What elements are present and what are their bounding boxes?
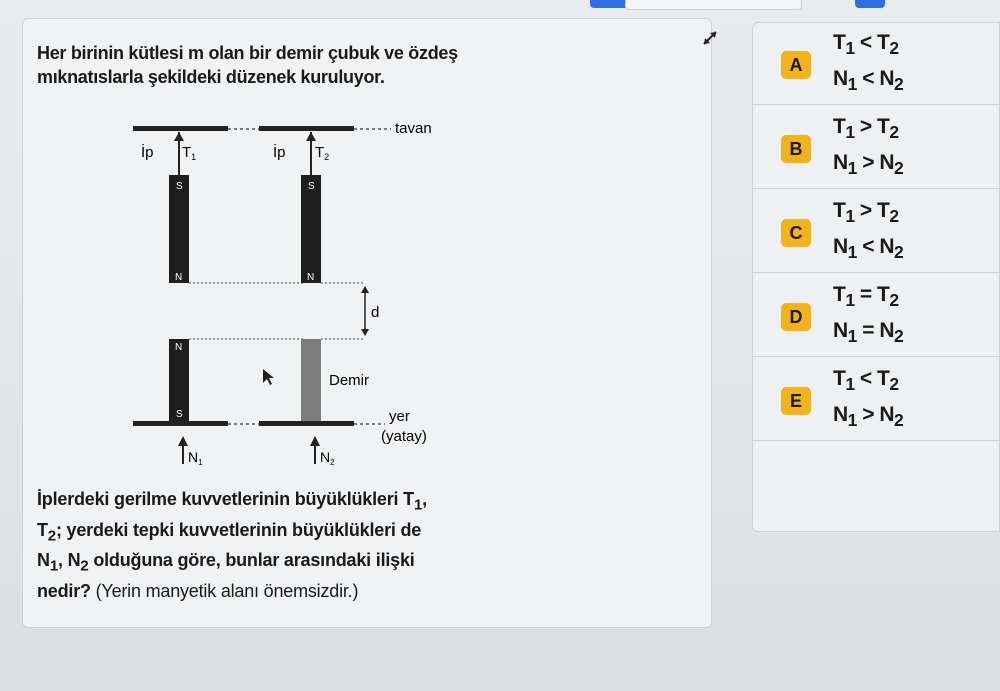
pole-s-top-right: S xyxy=(308,181,315,192)
pole-n-bottom-left: N xyxy=(175,342,183,353)
option-b-line-2: $N_1 > N_2$ xyxy=(833,151,904,179)
ground-bar-right xyxy=(259,421,354,426)
tension-arrow-left xyxy=(174,132,184,141)
pole-s-top-left: S xyxy=(176,181,183,192)
tension-label-right: $T_2$ xyxy=(315,144,330,162)
ceiling-bar-right xyxy=(259,126,354,131)
question-card xyxy=(22,18,712,628)
mouse-cursor-icon xyxy=(263,369,274,385)
option-c-line-1: $T_1 > T_2$ xyxy=(833,199,899,227)
normal-arrowhead-left xyxy=(178,436,188,446)
normal-arrowhead-right xyxy=(310,436,320,446)
rope-label-right: İp xyxy=(273,144,286,161)
option-c-badge: C xyxy=(781,219,811,247)
top-toolbar xyxy=(0,0,1000,12)
ceiling-label: tavan xyxy=(395,120,432,137)
gap-arrow-up xyxy=(361,286,369,293)
option-a-line-1: $T_1 < T_2$ xyxy=(833,31,899,59)
gap-label: d xyxy=(371,304,380,321)
pole-n-top-left: N xyxy=(175,272,183,283)
magnet-diagram xyxy=(123,119,463,479)
option-d-line-1: $T_1 = T_2$ xyxy=(833,283,899,311)
option-a-badge: A xyxy=(781,51,811,79)
normal-label-left: $N_1$ xyxy=(188,449,203,467)
option-b-badge: B xyxy=(781,135,811,163)
ground-label: yer xyxy=(389,408,410,425)
normal-label-right: $N_2$ xyxy=(320,449,335,467)
option-b-line-1: $T_1 > T_2$ xyxy=(833,115,899,143)
top-blue-button-right[interactable] xyxy=(855,0,885,8)
option-d-line-2: $N_1 = N_2$ xyxy=(833,319,904,347)
option-e[interactable] xyxy=(753,359,1000,441)
option-d[interactable] xyxy=(753,275,1000,357)
option-a-line-2: $N_1 < N_2$ xyxy=(833,67,904,95)
option-c-line-2: $N_1 < N_2$ xyxy=(833,235,904,263)
ceiling-bar-left xyxy=(133,126,228,131)
tension-label-left: $T_1$ xyxy=(182,144,197,162)
gap-arrow-down xyxy=(361,329,369,336)
option-b[interactable] xyxy=(753,107,1000,189)
question-intro-line-2: mıknatıslarla şekildeki düzenek kuruluyor. xyxy=(37,67,385,87)
option-c[interactable] xyxy=(753,191,1000,273)
question-prompt xyxy=(37,487,577,603)
iron-bar xyxy=(301,339,321,421)
ground-bar-left xyxy=(133,421,228,426)
iron-label: Demir xyxy=(329,372,369,389)
pole-n-top-right: N xyxy=(307,272,315,283)
pole-s-bottom-left: S xyxy=(176,409,183,420)
question-intro-line-1: Her birinin kütlesi m olan bir demir çubuk ve özdeş xyxy=(37,43,458,63)
top-input-field[interactable] xyxy=(625,0,802,10)
ground-sub-label: (yatay) xyxy=(381,428,427,445)
tension-arrow-right xyxy=(306,132,316,141)
option-e-line-1: $T_1 < T_2$ xyxy=(833,367,899,395)
expand-icon[interactable] xyxy=(699,27,721,49)
answer-options xyxy=(752,22,1000,532)
question-line-4: nedir? (Yerin manyetik alanı önemsizdir.) xyxy=(37,580,359,601)
question-line-2: $T_2$; yerdeki tepki kuvvetlerinin büyüklükleri de xyxy=(37,519,422,545)
option-d-badge: D xyxy=(781,303,811,331)
option-a[interactable] xyxy=(753,23,1000,105)
question-line-1: İplerdeki gerilme kuvvetlerinin büyüklükleri $T_1$, xyxy=(37,489,427,514)
question-intro xyxy=(37,41,557,89)
rope-label-left: İp xyxy=(141,144,154,161)
option-e-line-2: $N_1 > N_2$ xyxy=(833,403,904,431)
option-e-badge: E xyxy=(781,387,811,415)
question-line-3: $N_1$, $N_2$ olduğuna göre, bunlar arasındaki ilişki xyxy=(37,550,415,575)
